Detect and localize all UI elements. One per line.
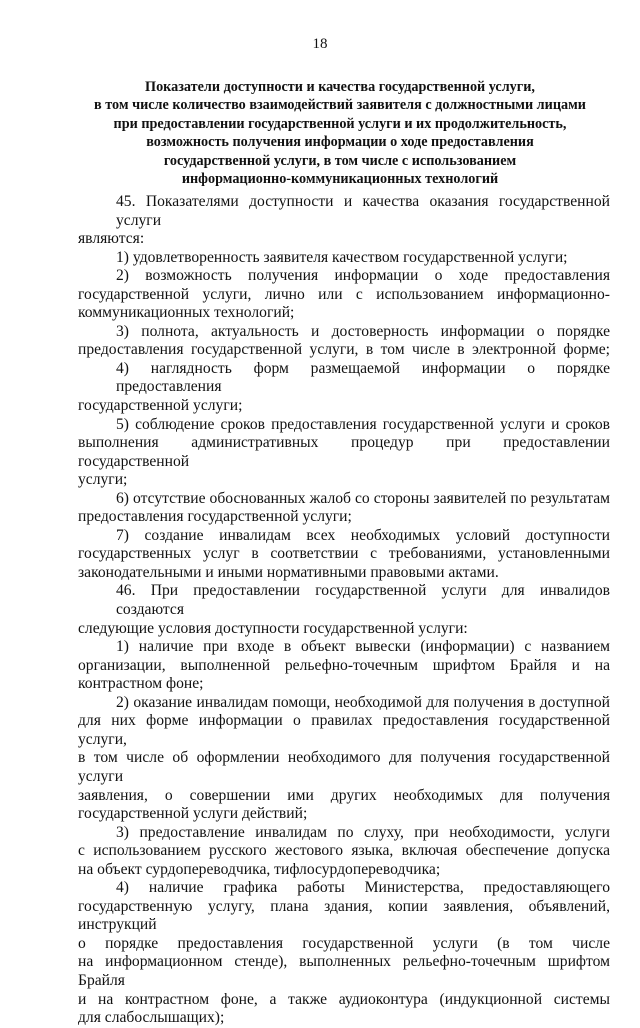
- text-line: 4) наглядность форм размещаемой информации о порядке предоставления: [116, 359, 610, 396]
- document-body: [78, 193, 610, 1028]
- text-line: заявления, о совершении ими других необходимых для получения: [78, 786, 610, 804]
- heading-line: государственной услуги, в том числе с использованием: [163, 152, 517, 169]
- text-line: о порядке предоставления государственной услуги (в том числе: [78, 934, 610, 952]
- text-line: контрастном фоне;: [78, 675, 204, 693]
- text-line: на объект сурдопереводчика, тифлосурдопереводчика;: [78, 860, 441, 878]
- text-line: услуги;: [78, 471, 128, 489]
- text-line: для них форме информации о правилах предоставления государственной услуги,: [78, 712, 610, 748]
- text-line: государственной услуги;: [78, 397, 243, 415]
- heading-line: возможность получения информации о ходе предоставления: [146, 134, 534, 151]
- heading-line: Показатели доступности и качества государственной услуги,: [145, 79, 535, 95]
- section-heading: [70, 78, 610, 188]
- text-line: 46. При предоставлении государственной услуги для инвалидов создаются: [116, 582, 610, 619]
- page-number: 18: [312, 36, 328, 52]
- text-line: для слабослышащих);: [78, 1009, 225, 1027]
- text-line: 4) наличие графика работы Министерства, предоставляющего: [116, 879, 610, 897]
- text-line: 2) оказание инвалидам помощи, необходимой для получения в доступной: [116, 693, 610, 711]
- text-line: с использованием русского жестового языка, включая обеспечение допуска: [78, 842, 610, 860]
- text-line: в том числе об оформлении необходимого для получения государственной услуги: [78, 749, 610, 785]
- text-line: выполнения административных процедур при предоставлении государственной: [78, 434, 610, 470]
- text-line: 1) удовлетворенность заявителя качеством государственной услуги;: [116, 248, 568, 266]
- text-line: законодательными и иными нормативными правовыми актами.: [78, 563, 499, 581]
- text-line: 7) создание инвалидам всех необходимых условий доступности: [116, 526, 610, 544]
- text-line: 6) отсутствие обоснованных жалоб со стороны заявителей по результатам: [116, 489, 610, 507]
- text-line: коммуникационных технологий;: [78, 304, 295, 322]
- text-line: 2) возможность получения информации о ходе предоставления: [116, 267, 610, 285]
- text-line: государственной услуги действий;: [78, 805, 308, 823]
- text-line: государственных услуг в соответствии с требованиями, установленными: [78, 545, 610, 563]
- text-line: 1) наличие при входе в объект вывески (информации) с названием: [116, 638, 610, 656]
- text-line: 3) предоставление инвалидам по слуху, при необходимости, услуги: [116, 823, 610, 841]
- text-line: на информационном стенде), выполненных рельефно-точечным шрифтом Брайля: [78, 953, 610, 989]
- text-line: предоставления государственной услуги;: [78, 508, 352, 526]
- heading-line: при предоставлении государственной услуги и их продолжительность,: [113, 115, 567, 132]
- heading-line: в том числе количество взаимодействий заявителя с должностными лицами: [94, 97, 586, 114]
- text-line: государственной услуги, лично или с использованием информационно-: [78, 285, 610, 303]
- text-line: и на контрастном фоне, а также аудиоконтура (индукционной системы: [78, 990, 610, 1008]
- text-line: организации, выполненной рельефно-точечным шрифтом Брайля и на: [78, 656, 610, 674]
- text-line: следующие условия доступности государственной услуги:: [78, 619, 468, 637]
- text-line: предоставления государственной услуги, в том числе в электронной форме;: [78, 341, 610, 359]
- text-line: государственную услугу, плана здания, копии заявления, объявлений, инструкций: [78, 897, 610, 934]
- text-line: 5) соблюдение сроков предоставления государственной услуги и сроков: [116, 415, 610, 433]
- text-line: являются:: [78, 230, 145, 248]
- text-line: 45. Показателями доступности и качества оказания государственной услуги: [116, 193, 610, 229]
- text-line: 3) полнота, актуальность и достоверность информации о порядке: [116, 322, 610, 340]
- heading-line: информационно-коммуникационных технологий: [181, 171, 499, 188]
